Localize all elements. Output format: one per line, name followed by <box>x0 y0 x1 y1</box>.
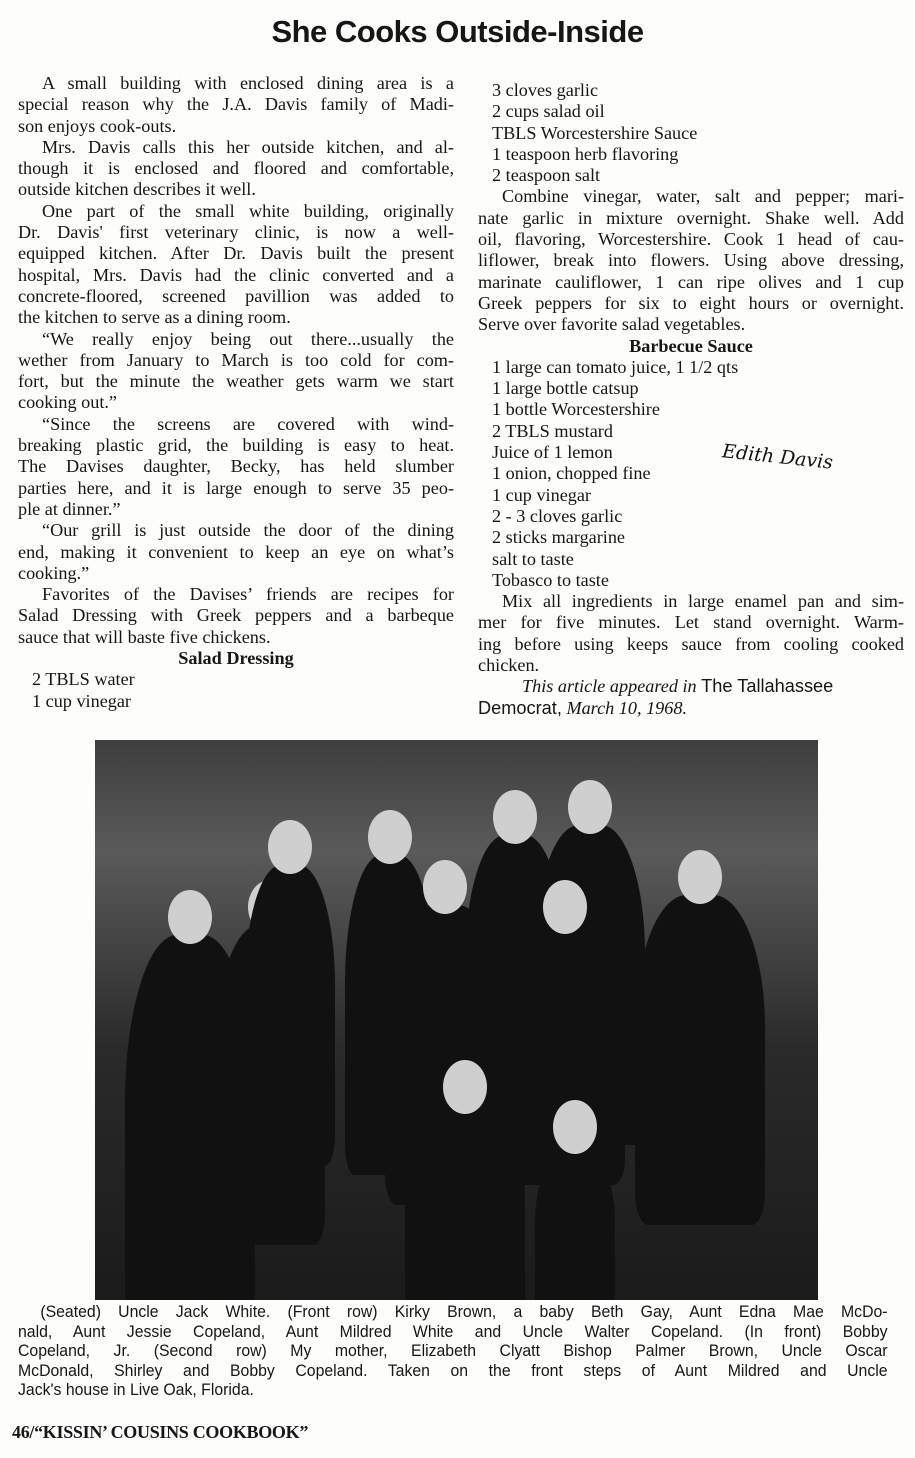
right-column <box>478 80 904 719</box>
text-line: liflower, break into flowers. Using above dressing, <box>478 250 904 271</box>
ingredient-line: 2 cups salad oil <box>492 101 605 122</box>
ingredient-line: 2 TBLS water <box>32 669 135 690</box>
ingredient-line: 1 cup vinegar <box>492 484 591 505</box>
text-line: Salad Dressing with Greek peppers and a barbeque <box>18 605 454 626</box>
caption-line: Copeland, Jr. (Second row) My mother, Elizabeth Clyatt Bishop Palmer Brown, Uncle Oscar <box>18 1341 888 1361</box>
section-heading: Salad Dressing <box>178 648 294 669</box>
text-line: ing before using keeps sauce from cooling cooked <box>478 633 904 654</box>
person-head <box>543 880 587 934</box>
person-head <box>168 890 212 944</box>
person-figure <box>635 895 765 1225</box>
ingredient-line: 2 sticks margarine <box>492 527 626 548</box>
person-head <box>368 810 412 864</box>
text-line: Serve over favorite salad vegetables. <box>478 314 746 335</box>
ingredient-line: salt to taste <box>492 548 574 569</box>
text-line: nate garlic in mixture overnight. Shake well. Add <box>478 207 904 228</box>
text-line: “Since the screens are covered with wind- <box>42 413 454 434</box>
text-line: cooking out.” <box>18 392 118 413</box>
text-line: Mrs. Davis calls this her outside kitchen, and al- <box>42 136 454 157</box>
text-line: breaking plastic grid, the building is easy to heat. <box>18 435 454 456</box>
person-head <box>423 860 467 914</box>
section-heading: Barbecue Sauce <box>629 335 753 356</box>
text-line: concrete-floored, screened pavillion was added to <box>18 285 454 306</box>
text-line: parties here, and it is large enough to serve 35 peo- <box>18 477 454 498</box>
left-column <box>18 73 454 712</box>
ingredient-line: Tobasco to taste <box>492 569 609 590</box>
page-footer: 46/“KISSIN’ COUSINS COOKBOOK” <box>12 1422 309 1442</box>
text-line: mer for five minutes. Let stand overnight. Warm- <box>478 612 904 633</box>
text-line: Combine vinegar, water, salt and pepper; mari- <box>502 186 904 207</box>
newspaper-name: The Tallahassee <box>701 676 834 697</box>
text-line: hospital, Mrs. Davis had the clinic converted and a <box>18 264 454 285</box>
person-figure <box>245 865 335 1165</box>
text-line: the kitchen to serve as a dining room. <box>18 307 291 328</box>
text-line: chicken. <box>478 655 540 676</box>
text-line: One part of the small white building, originally <box>42 200 454 221</box>
person-figure <box>535 1145 615 1300</box>
signature: Edith Davis <box>721 440 835 474</box>
ingredient-line: 1 large can tomato juice, 1 1/2 qts <box>492 356 739 377</box>
ingredient-line: TBLS Worcestershire Sauce <box>492 122 698 143</box>
ingredient-line: 1 bottle Worcestershire <box>492 399 660 420</box>
text-line: son enjoys cook-outs. <box>18 115 177 136</box>
text-line: fort, but the minute the weather gets warm we start <box>18 371 454 392</box>
text-line: wether from January to March is too cold for com- <box>18 349 454 370</box>
ingredient-line: 2 teaspoon salt <box>492 165 601 186</box>
text-line: special reason why the J.A. Davis family of Madi- <box>18 94 454 115</box>
person-figure <box>405 1105 525 1300</box>
attribution <box>478 676 904 697</box>
family-photo <box>95 740 818 1300</box>
text-line: “Our grill is just outside the door of the dining <box>42 520 454 541</box>
photo-caption <box>18 1302 888 1400</box>
person-head <box>493 790 537 844</box>
text-line: Mix all ingredients in large enamel pan and sim- <box>502 591 904 612</box>
caption-line: (Seated) Uncle Jack White. (Front row) Kirky Brown, a baby Beth Gay, Aunt Edna Mae McDo- <box>40 1302 888 1321</box>
person-head <box>678 850 722 904</box>
text-line: Dr. Davis' first veterinary clinic, is now a well- <box>18 222 454 243</box>
article-title: She Cooks Outside-Inside <box>271 14 644 49</box>
publication-date: March 10, 1968. <box>566 697 688 718</box>
person-head <box>568 780 612 834</box>
text-line: “We really enjoy being out there...usually the <box>42 328 454 349</box>
text-line: A small building with enclosed dining area is a <box>42 73 454 93</box>
attribution-prefix: This article appeared in <box>522 676 697 697</box>
ingredient-line: 1 large bottle catsup <box>492 378 639 399</box>
text-line: cooking.” <box>18 562 90 583</box>
text-line: marinate cauliflower, 1 can ripe olives and 1 cup <box>478 271 904 292</box>
text-line: oil, flavoring, Worcestershire. Cook 1 head of cau- <box>478 229 904 250</box>
text-line: outside kitchen describes it well. <box>18 179 256 200</box>
ingredient-line: 1 teaspoon herb flavoring <box>492 143 679 164</box>
caption-line: Jack's house in Live Oak, Florida. <box>18 1380 254 1400</box>
ingredient-line: 1 onion, chopped fine <box>492 463 651 484</box>
person-head <box>553 1100 597 1154</box>
text-line: The Davises daughter, Becky, has held slumber <box>18 456 454 477</box>
person-head <box>443 1060 487 1114</box>
caption-line: McDonald, Shirley and Bobby Copeland. Taken on the front steps of Aunt Mildred and Uncle <box>18 1360 888 1380</box>
text-line: Favorites of the Davises’ friends are recipes for <box>42 584 454 605</box>
text-line: though it is enclosed and floored and comfortable, <box>18 158 454 179</box>
ingredient-line: 3 cloves garlic <box>492 80 599 100</box>
ingredient-line: 2 - 3 cloves garlic <box>492 505 623 526</box>
text-line: equipped kitchen. After Dr. Davis built the present <box>18 243 454 264</box>
ingredient-line: 2 TBLS mustard <box>492 420 613 441</box>
text-line: ple at dinner.” <box>18 498 121 519</box>
text-line: end, making it convenient to keep an eye on what’s <box>18 541 454 562</box>
attribution-date-line <box>478 698 904 719</box>
caption-line: nald, Aunt Jessie Copeland, Aunt Mildred White and Uncle Walter Copeland. (In front) Bobby <box>18 1321 888 1341</box>
newspaper-name-2: Democrat, <box>478 697 562 718</box>
person-head <box>268 820 312 874</box>
ingredient-line: Juice of 1 lemon <box>492 442 613 463</box>
ingredient-line: 1 cup vinegar <box>32 690 131 711</box>
text-line: Greek peppers for six to eight hours or overnight. <box>478 292 904 313</box>
text-line: sauce that will baste five chickens. <box>18 626 271 647</box>
